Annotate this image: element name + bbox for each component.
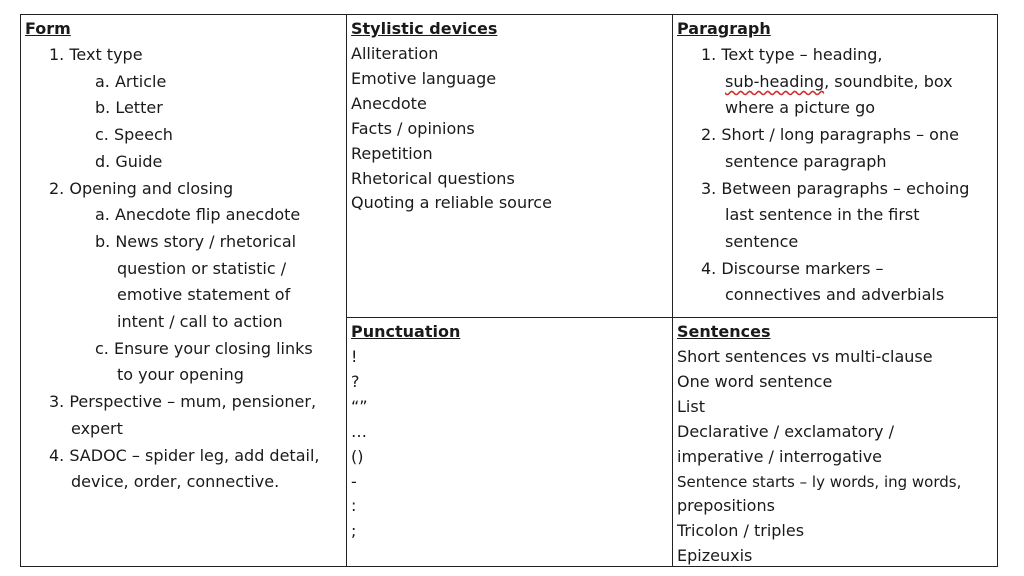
stylistic-devices-heading: Stylistic devices [351, 19, 498, 38]
form-cell [20, 14, 347, 567]
list-item: … [351, 421, 367, 441]
paragraph-line: 1. Text type – heading, [701, 45, 883, 64]
list-item: prepositions [677, 496, 775, 516]
list-item: Tricolon / triples [677, 521, 805, 541]
list-item: - [351, 471, 357, 491]
list-item: : [351, 496, 357, 516]
paragraph-heading: Paragraph [677, 19, 771, 38]
list-item: ? [351, 371, 360, 391]
list-item: imperative / interrogative [677, 446, 883, 466]
paragraph-line [677, 69, 993, 96]
list-item: ; [351, 521, 357, 541]
list-item: Sentence starts – ly words, ing words, [677, 472, 962, 491]
stylistic-devices-cell [346, 14, 673, 318]
form-line: 3. Perspective – mum, pensioner, [49, 392, 317, 412]
paragraph-line: last sentence in the first [725, 205, 920, 225]
list-item: Quoting a reliable source [351, 193, 552, 213]
paragraph-line: 4. Discourse markers – [701, 258, 884, 278]
list-item: “” [351, 396, 368, 416]
list-item: Facts / opinions [351, 118, 475, 138]
form-line: device, order, connective. [71, 472, 280, 492]
form-line: to your opening [117, 365, 244, 385]
paragraph-line: 2. Short / long paragraphs – one [701, 125, 959, 145]
list-item: () [351, 446, 364, 466]
form-line: b. News story / rhetorical [95, 231, 297, 251]
list-item: List [677, 396, 705, 416]
form-line: question or statistic / [117, 258, 287, 278]
paragraph-line: connectives and adverbials [725, 285, 945, 305]
paragraph-line: where a picture go [725, 98, 876, 118]
list-item: One word sentence [677, 371, 833, 391]
paragraph-cell [672, 14, 998, 318]
paragraph-line: sentence paragraph [725, 151, 887, 171]
form-line: 4. SADOC – spider leg, add detail, [49, 445, 320, 465]
form-line: intent / call to action [117, 312, 283, 332]
form-line: 2. Opening and closing [49, 178, 234, 198]
form-line: d. Guide [95, 151, 163, 171]
paragraph-line: 3. Between paragraphs – echoing [701, 178, 970, 198]
list-item: Epizeuxis [677, 546, 753, 566]
spellcheck-word[interactable]: sub-heading [725, 71, 825, 91]
form-heading: Form [25, 19, 71, 38]
paragraph-line: sentence [725, 231, 799, 251]
form-line: a. Anecdote flip anecdote [95, 205, 301, 225]
list-item: Declarative / exclamatory / [677, 421, 894, 441]
form-line: expert [71, 418, 123, 438]
list-item: Repetition [351, 143, 433, 163]
list-item: Anecdote [351, 93, 427, 113]
list-item: Short sentences vs multi-clause [677, 347, 933, 366]
punctuation-cell [346, 317, 673, 567]
form-line: 1. Text type [49, 45, 143, 64]
paragraph-line-rest: , soundbite, box [824, 71, 953, 91]
form-line: a. Article [95, 71, 167, 91]
list-item: ! [351, 347, 358, 366]
list-item: Emotive language [351, 68, 497, 88]
form-line: c. Ensure your closing links [95, 338, 313, 358]
form-line: emotive statement of [117, 285, 291, 305]
list-item: Rhetorical questions [351, 168, 515, 188]
form-line: b. Letter [95, 98, 163, 118]
sentences-heading: Sentences [677, 322, 771, 341]
punctuation-heading: Punctuation [351, 322, 461, 341]
form-line: c. Speech [95, 125, 173, 145]
list-item: Alliteration [351, 44, 439, 63]
sentences-cell [672, 317, 998, 567]
